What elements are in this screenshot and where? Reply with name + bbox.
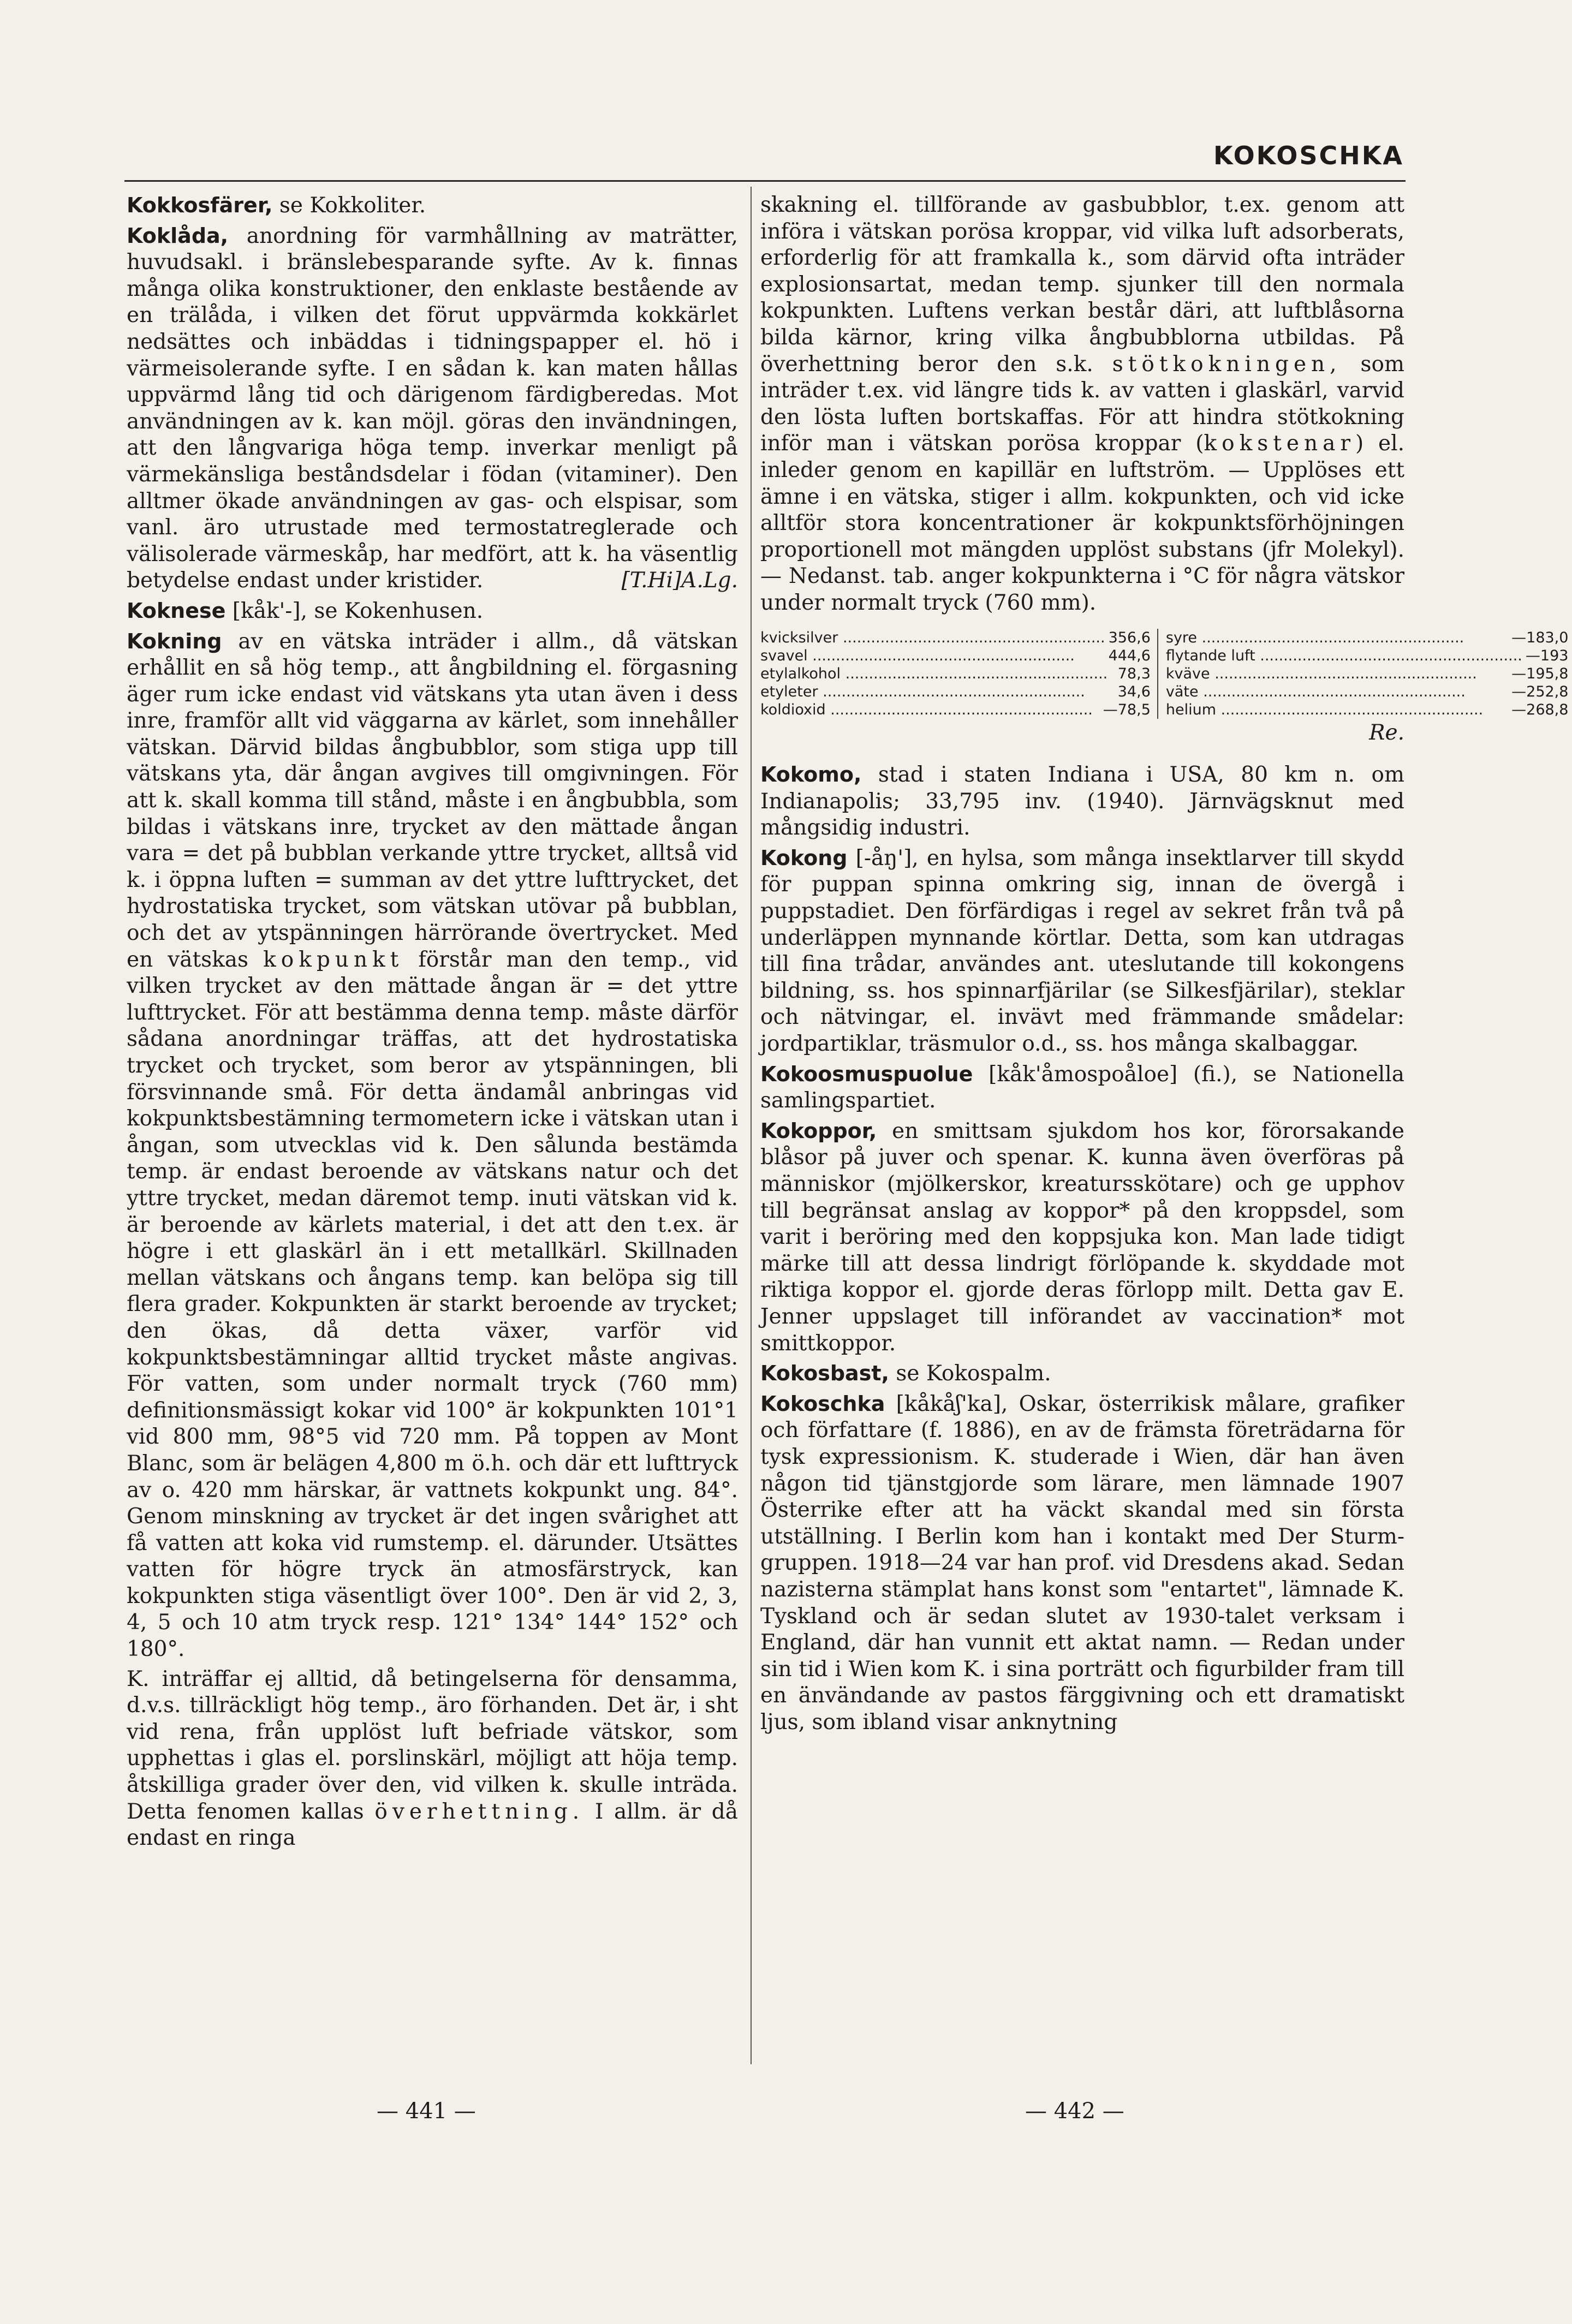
paragraph-text: som inträder t.ex. vid längre tids k. av vatten i glaskärl, varvid den lösta luften bortskaffas. För att hindra stötkokning inför man i vätskan porösa kroppar ( <box>760 351 1405 456</box>
boiling-point: 356,6 <box>1108 629 1151 646</box>
table-row <box>760 683 1151 701</box>
table-row <box>760 629 1151 647</box>
headword: Koknese <box>127 598 226 623</box>
entry-kokoosmuspuolue <box>760 1061 1404 1115</box>
paragraph-overheating <box>127 1666 738 1852</box>
table-row <box>760 665 1151 683</box>
entry-text: se Kokkoliter. <box>279 193 426 218</box>
boiling-point: —268,8 <box>1511 701 1569 718</box>
table-row <box>760 701 1151 719</box>
boiling-point: —78,5 <box>1103 701 1151 718</box>
entry-kokong <box>760 845 1404 1058</box>
entry-text: anordning för varmhållning av maträtter, huvudsakl. i bränslebesparande syfte. Av k. finnas många olika konstruktioner, den enklaste bestående av en trälåda, i vilken det förut uppvärmda kokkärlet nedsättes och inbäddas i tidningspapper el. hö i värmeisolerande syfte. I en sådan k. kan maten hållas uppvärmd lång tid och därigenom färdigberedas. Mot användningen av k. kan möjl. göras den invändningen, att den långvariga höga temp. inverkar menligt på värmekänsliga beståndsdelar i födan (vitaminer). Den alltmer ökade användningen av gas- och elspisar, som vanl. äro utrustade med termostatreglerade och välisolerade värmeskåp, har medfört, att k. ha väsentlig betydelse endast under kristider. <box>127 223 738 593</box>
entry-kokoschka <box>760 1391 1404 1736</box>
entry-text: [-åŋ'], en hylsa, som många insektlarver till skydd för puppan spinna omkring sig, innan de övergå i puppstadiet. Den förfärdigas i regel av sekret från två på underläppen mynnande körtlar. Detta, som kan utdragas till fina trådar, användes ant. uteslutande till kokongens bildning, ss. hos spinnarfjärilar (se Silkesfjärilar), steklar och nätvingar, el. invävt med främmande smådelar: jordpartiklar, träsmulor o.d., ss. hos många skalbaggar. <box>760 845 1404 1057</box>
table-row <box>1166 683 1569 701</box>
substance: syre ..... <box>1166 629 1508 647</box>
entry-text: en smittsam sjukdom hos kor, förorsakande blåsor på juver och spenar. K. kunna även överföras på människor (mjölkerskor, kreatursskötare) och ge upphov till begränsat anslag av koppor* på den kroppsdel, som varit i beröring med den koppsjuka kon. Man lade tidigt märke till att dessa lindrigt förlöpande k. skyddade mot riktiga koppor el. gjorde deras förlopp milt. Detta gav E. Jenner uppslaget till införandet av vaccination* mot smittkoppor. <box>760 1118 1404 1356</box>
entry-text: [kåk'-], se Kokenhusen. <box>232 598 484 623</box>
headword: Kokoschka <box>760 1391 885 1416</box>
spaced-term: kokstenar <box>1204 431 1356 456</box>
substance: koldioxid ..... <box>760 701 1100 719</box>
right-column <box>760 192 1569 1739</box>
headword: Kokning <box>127 629 222 653</box>
substance: helium ..... <box>1166 701 1508 719</box>
kokning-continuation <box>760 192 1404 617</box>
running-title: KOKOSCHKA <box>1213 141 1404 170</box>
author-signature: [T.Hi]A.Lg. <box>621 568 738 593</box>
boiling-point: 34,6 <box>1117 683 1151 700</box>
entry-koknese <box>127 598 738 625</box>
page-number-right: — 442 — <box>1025 2099 1124 2124</box>
entry-koklada <box>127 223 738 594</box>
spaced-term: stötkokningen, <box>1112 351 1342 377</box>
entry-text: stad i staten Indiana i USA, 80 km n. om Indianapolis; 33,795 inv. (1940). Järnvägsknut med mångsidig industri. <box>760 762 1404 841</box>
entry-text: av en vätska inträder i allm., då vätskan erhållit en så hög temp., att ångbildning el. förgasning äger rum icke endast vid vätskans yta utan även i dess inre, framför allt vid väggarna av kärlet, som innehåller vätskan. Därvid bildas ångbubblor, som stiga upp till vätskans yta, där ångan avgives till omgivningen. För att k. skall komma till stånd, måste i en ångbubbla, som bildas i vätskans inre, trycket av den mättade ångan vara = det på bubblan verkande yttre trycket, alltså vid k. i öppna luften = summan av det yttre lufttrycket, det hydrostatiska trycket, som vätskan utövar på bubblan, och det av ytspänningen härrörande övertrycket. Med en vätskas <box>127 629 738 972</box>
headword: Koklåda, <box>127 223 229 248</box>
substance: kväve ..... <box>1166 665 1508 683</box>
table-row <box>760 647 1151 665</box>
paragraph-text: skakning el. tillförande av gasbubblor, t.ex. genom att införa i vätskan porösa kroppar, vid vilka luft adsorberats, erforderlig för att framkalla k., som därvid ofta inträder explosionsartat, medan temp. sjunker till den normala kokpunkten. Luftens verkan består däri, att luftblåsorna bilda kärnor, kring vilka ångbubblorna utbildas. På överhettning beror den s.k. <box>760 193 1404 377</box>
substance: väte ..... <box>1166 683 1508 701</box>
boiling-point: 444,6 <box>1108 647 1151 664</box>
spaced-term: kokpunkt <box>263 947 404 972</box>
table-row <box>1166 665 1569 683</box>
boiling-point-table <box>760 629 1569 719</box>
substance: etyleter ..... <box>760 683 1115 701</box>
boiling-point: 78,3 <box>1117 665 1151 682</box>
table-row <box>1166 629 1569 647</box>
table-left-column <box>760 629 1158 719</box>
substance: flytande luft ..... <box>1166 647 1522 665</box>
table-row <box>1166 647 1569 665</box>
entry-kokosbast <box>760 1360 1404 1387</box>
headword: Kokosbast, <box>760 1361 889 1386</box>
table-right-column <box>1158 629 1569 719</box>
entry-text: [kåk'åmospoåloe] (fi.), se Nationella samlingspartiet. <box>760 1062 1404 1113</box>
paragraph-tail: I allm. är då endast en ringa <box>127 1799 738 1851</box>
substance: etylalkohol ..... <box>760 665 1115 683</box>
substance: svavel ..... <box>760 647 1105 665</box>
entry-kokomo <box>760 761 1404 842</box>
headword: Kokoppor, <box>760 1118 877 1143</box>
paragraph-text: K. inträffar ej alltid, då betingelserna för densamma, d.v.s. tillräckligt hög temp., äro förhanden. Det är, i sht vid rena, från upplöst luft befriade vätskor, som upphettas i glas el. porslinskärl, möjligt att höja temp. åtskilliga grader över den, vid vilken k. skulle inträda. Detta fenomen kallas <box>127 1666 738 1824</box>
entry-text: [kåkåʃ'ka], Oskar, österrikisk målare, grafiker och författare (f. 1886), en av de främsta företrädarna för tysk expressionism. K. studerade i Wien, där han även någon tid tjänstgjorde som lärare, men lämnade 1907 Österrike efter att ha väckt skandal med sin första utställning. I Berlin kom han i kontakt med Der Sturm-gruppen. 1918—24 var han prof. vid Dresdens akad. Sedan nazisterna stämplat hans konst som "entartet", lämnade K. Tyskland och är sedan slutet av 1930-talet verksam i England, där han vunnit ett aktat namn. — Redan under sin tid i Wien kom K. i sina porträtt och figurbilder fram till en änvändande av pastos färggivning och ett dramatiskt ljus, som ibland visar anknytning <box>760 1391 1404 1735</box>
header-rule <box>124 180 1406 182</box>
substance: kvicksilver ..... <box>760 629 1105 647</box>
page-number-left: — 441 — <box>377 2099 476 2124</box>
column-divider <box>751 187 752 2064</box>
boiling-point: —193 <box>1525 647 1569 664</box>
left-column <box>127 192 738 1855</box>
entry-kokning <box>127 628 738 1663</box>
headword: Kokkosfärer, <box>127 193 273 217</box>
entry-kokkosfarer <box>127 192 738 219</box>
table-signature: Re. <box>1369 720 1404 745</box>
table-row <box>1166 701 1569 719</box>
entry-text: se Kokospalm. <box>896 1361 1051 1386</box>
boiling-point: —252,8 <box>1511 683 1569 700</box>
spaced-term: överhettning. <box>374 1799 585 1824</box>
headword: Kokong <box>760 845 848 870</box>
paragraph-text: ) el. inleder genom en kapillär en luftström. — Upplöses ett ämne i en vätska, stiger i allm. kokpunkten, och vid icke alltför stora koncentrationer är kokpunktsförhöjningen proportionell mot mängden upplöst substans (jfr Molekyl). — Nedanst. tab. anger kokpunkterna i °C för några vätskor under normalt tryck (760 mm). <box>760 431 1404 615</box>
entry-text-continued: förstår man den temp., vid vilken trycket av den mättade ångan är = det yttre lufttrycket. För att bestämma denna temp. måste därför sådana anordningar träffas, att det hydrostatiska trycket och trycket, som beror av ytspänningen, bli försvinnande små. För detta ändamål anbringas vid kokpunktsbestämning termometern icke i vätskan utan i ångan, som utvecklas vid k. Den sålunda bestämda temp. är endast beroende av vätskans natur och det yttre trycket, medan däremot temp. inuti vätskan vid k. är beroende av kärlets material, i det att den t.ex. är högre i ett glaskärl än i ett metallkärl. Skillnaden mellan vätskans och ångans temp. kan belöpa sig till flera grader. Kokpunkten är starkt beroende av trycket; den ökas, då detta växer, varför vid kokpunktsbestämningar alltid trycket måste angivas. För vatten, som under normalt tryck (760 mm) definitionsmässigt kokar vid 100° är kokpunkten 101°1 vid 800 mm, 98°5 vid 720 mm. På toppen av Mont Blanc, som är belägen 4,800 m ö.h. och där ett lufttryck av o. 420 mm härskar, är vattnets kokpunkt ung. 84°. Genom minskning av trycket är det ingen svårighet att få vatten att koka vid rumstemp. el. därunder. Utsättes vatten för högre tryck än atmosfärstryck, kan kokpunkten stiga väsentligt över 100°. Den är vid 2, 3, 4, 5 och 10 atm tryck resp. 121° 134° 144° 152° och 180°. <box>127 947 738 1662</box>
boiling-point: —195,8 <box>1511 665 1569 682</box>
headword: Kokomo, <box>760 762 862 787</box>
headword: Kokoosmuspuolue <box>760 1062 973 1086</box>
boiling-point: —183,0 <box>1511 629 1569 646</box>
entry-kokoppor <box>760 1118 1404 1357</box>
